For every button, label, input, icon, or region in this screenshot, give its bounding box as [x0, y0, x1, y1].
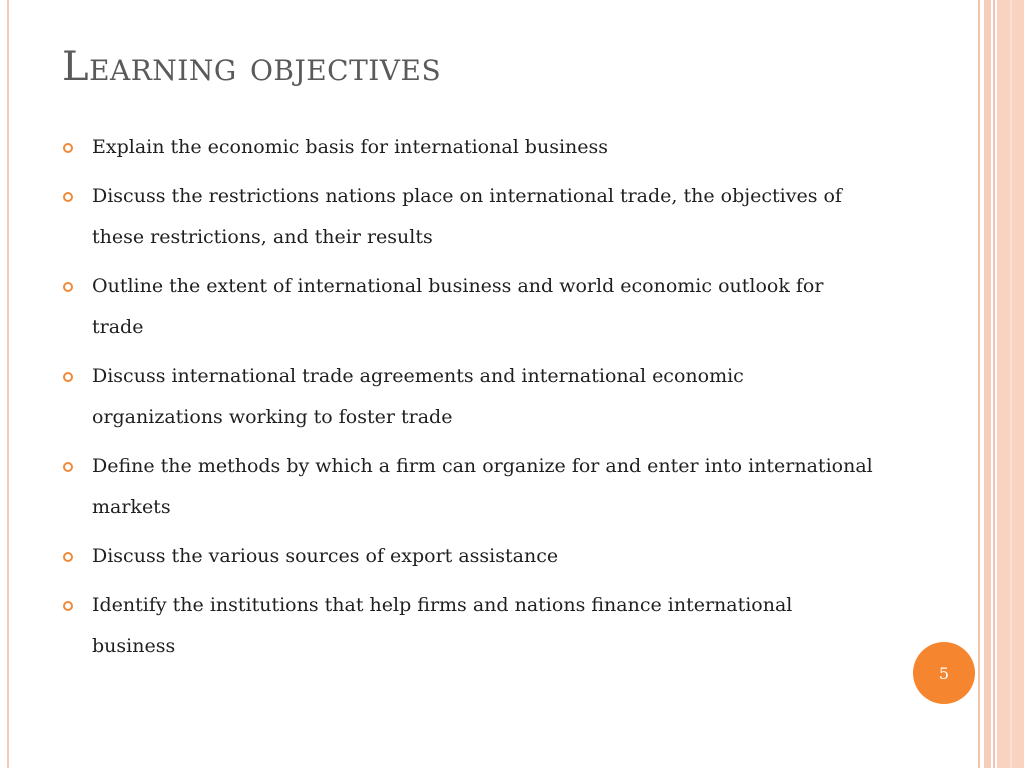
objective-item [60, 446, 880, 528]
objective-item [60, 536, 880, 577]
bullet-circle-icon [63, 601, 73, 611]
bullet-circle-icon [63, 192, 73, 202]
objective-item [60, 266, 880, 348]
objective-item [60, 127, 880, 168]
objective-text: Outline the extent of international business and world economic outlook for trade [92, 275, 824, 338]
objective-text: Discuss the various sources of export assistance [92, 545, 559, 567]
bullet-circle-icon [63, 462, 73, 472]
left-border-line [7, 0, 9, 768]
right-border-stripe [1010, 0, 1012, 768]
objective-item [60, 176, 880, 258]
slide-title: Learning objectives [62, 44, 442, 90]
objective-text: Discuss international trade agreements and international economic organizations working to foster trade [92, 365, 744, 428]
page-number: 5 [938, 663, 950, 683]
page-number-badge [913, 642, 975, 704]
bullet-circle-icon [63, 143, 73, 153]
right-border-stripe [978, 0, 980, 768]
objective-text: Define the methods by which a firm can organize for and enter into international markets [92, 455, 873, 518]
objective-text: Identify the institutions that help firms and nations finance international business [92, 594, 793, 657]
right-border-stripe [984, 0, 991, 768]
bullet-circle-icon [63, 282, 73, 292]
objectives-list [60, 127, 880, 675]
objective-text: Discuss the restrictions nations place on international trade, the objectives of these restrictions, and their results [92, 185, 842, 248]
objective-item [60, 585, 880, 667]
right-border-stripe [993, 0, 995, 768]
bullet-circle-icon [63, 552, 73, 562]
objective-text: Explain the economic basis for international business [92, 136, 609, 158]
bullet-circle-icon [63, 372, 73, 382]
objective-item [60, 356, 880, 438]
